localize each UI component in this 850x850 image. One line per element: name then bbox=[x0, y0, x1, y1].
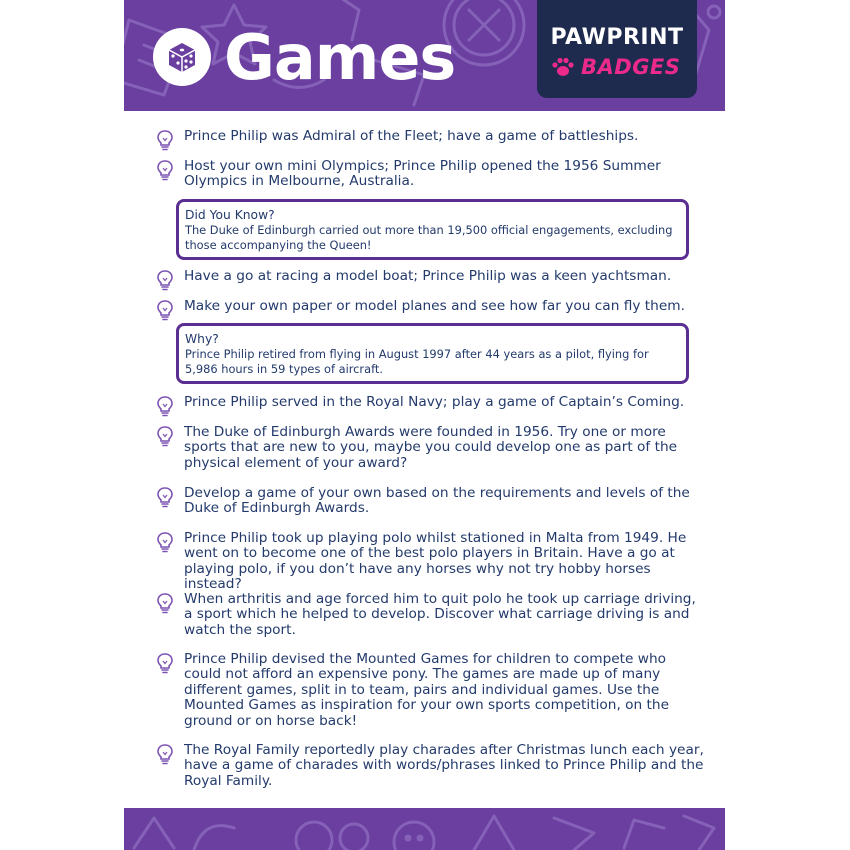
lightbulb-icon bbox=[156, 129, 174, 151]
list-item-text: Prince Philip took up playing polo whilst stationed in Malta from 1949. He went on to become one of the best polo players in Britain. Have a go at playing polo, if you don’t have any horses why not try hobby horses instead? bbox=[184, 530, 687, 593]
list-item-text: Prince Philip was Admiral of the Fleet; have a game of battleships. bbox=[184, 128, 639, 144]
dice-icon bbox=[153, 28, 211, 86]
header-banner bbox=[124, 0, 725, 111]
dice-badge bbox=[153, 28, 211, 86]
lightbulb-icon bbox=[156, 486, 174, 508]
paw-icon bbox=[551, 57, 575, 77]
did-you-know-box bbox=[176, 199, 689, 260]
lightbulb-icon bbox=[156, 395, 174, 417]
background-pattern bbox=[124, 808, 725, 850]
list-item-text: The Royal Family reportedly play charades after Christmas lunch each year, have a game of charades with words/phrases linked to Prince Philip and the Royal Family. bbox=[184, 742, 704, 789]
lightbulb-icon bbox=[156, 269, 174, 291]
brand-name-bottom-row bbox=[551, 54, 691, 80]
lightbulb-icon bbox=[156, 743, 174, 765]
why-box bbox=[176, 323, 689, 384]
activity-sheet bbox=[124, 0, 725, 850]
list-item-text: The Duke of Edinburgh Awards were founded in 1956. Try one or more sports that are new to you, maybe you could develop one as part of the physical element of your award? bbox=[184, 424, 678, 471]
list-item-text: Host your own mini Olympics; Prince Philip opened the 1956 Summer Olympics in Melbourne, Australia. bbox=[184, 158, 661, 190]
footer-banner bbox=[124, 808, 725, 850]
list-item-text: Prince Philip devised the Mounted Games for children to compete who could not afford an expensive pony. The games are made up of many different games, split in to team, pairs and individual games. Use the Mounted Games as inspiration for your own sports competition, on the ground or on horse back! bbox=[184, 651, 670, 729]
lightbulb-icon bbox=[156, 299, 174, 321]
page-title: Games bbox=[224, 21, 456, 94]
brand-logo bbox=[537, 0, 697, 98]
list-item-text: Develop a game of your own based on the requirements and levels of the Duke of Edinburgh Awards. bbox=[184, 485, 690, 517]
infobox-title: Why? bbox=[185, 332, 219, 346]
list-item-text: Prince Philip served in the Royal Navy; play a game of Captain’s Coming. bbox=[184, 394, 685, 410]
infobox-title: Did You Know? bbox=[185, 208, 275, 222]
lightbulb-icon bbox=[156, 531, 174, 553]
lightbulb-icon bbox=[156, 159, 174, 181]
brand-name-top: PAWPRINT bbox=[550, 25, 684, 50]
brand-name-bottom: BADGES bbox=[581, 55, 681, 79]
lightbulb-icon bbox=[156, 592, 174, 614]
infobox-body: Prince Philip retired from flying in August 1997 after 44 years as a pilot, flying for 5,986 hours in 59 types of aircraft. bbox=[185, 347, 649, 376]
list-item-text: When arthritis and age forced him to quit polo he took up carriage driving, a sport which he helped to develop. Discover what carriage driving is and watch the sport. bbox=[184, 591, 696, 638]
list-item-text: Have a go at racing a model boat; Prince Philip was a keen yachtsman. bbox=[184, 268, 672, 284]
lightbulb-icon bbox=[156, 425, 174, 447]
list-item-text: Make your own paper or model planes and see how far you can fly them. bbox=[184, 298, 685, 314]
infobox-body: The Duke of Edinburgh carried out more than 19,500 official engagements, excluding those accompanying the Queen! bbox=[185, 223, 673, 252]
lightbulb-icon bbox=[156, 652, 174, 674]
